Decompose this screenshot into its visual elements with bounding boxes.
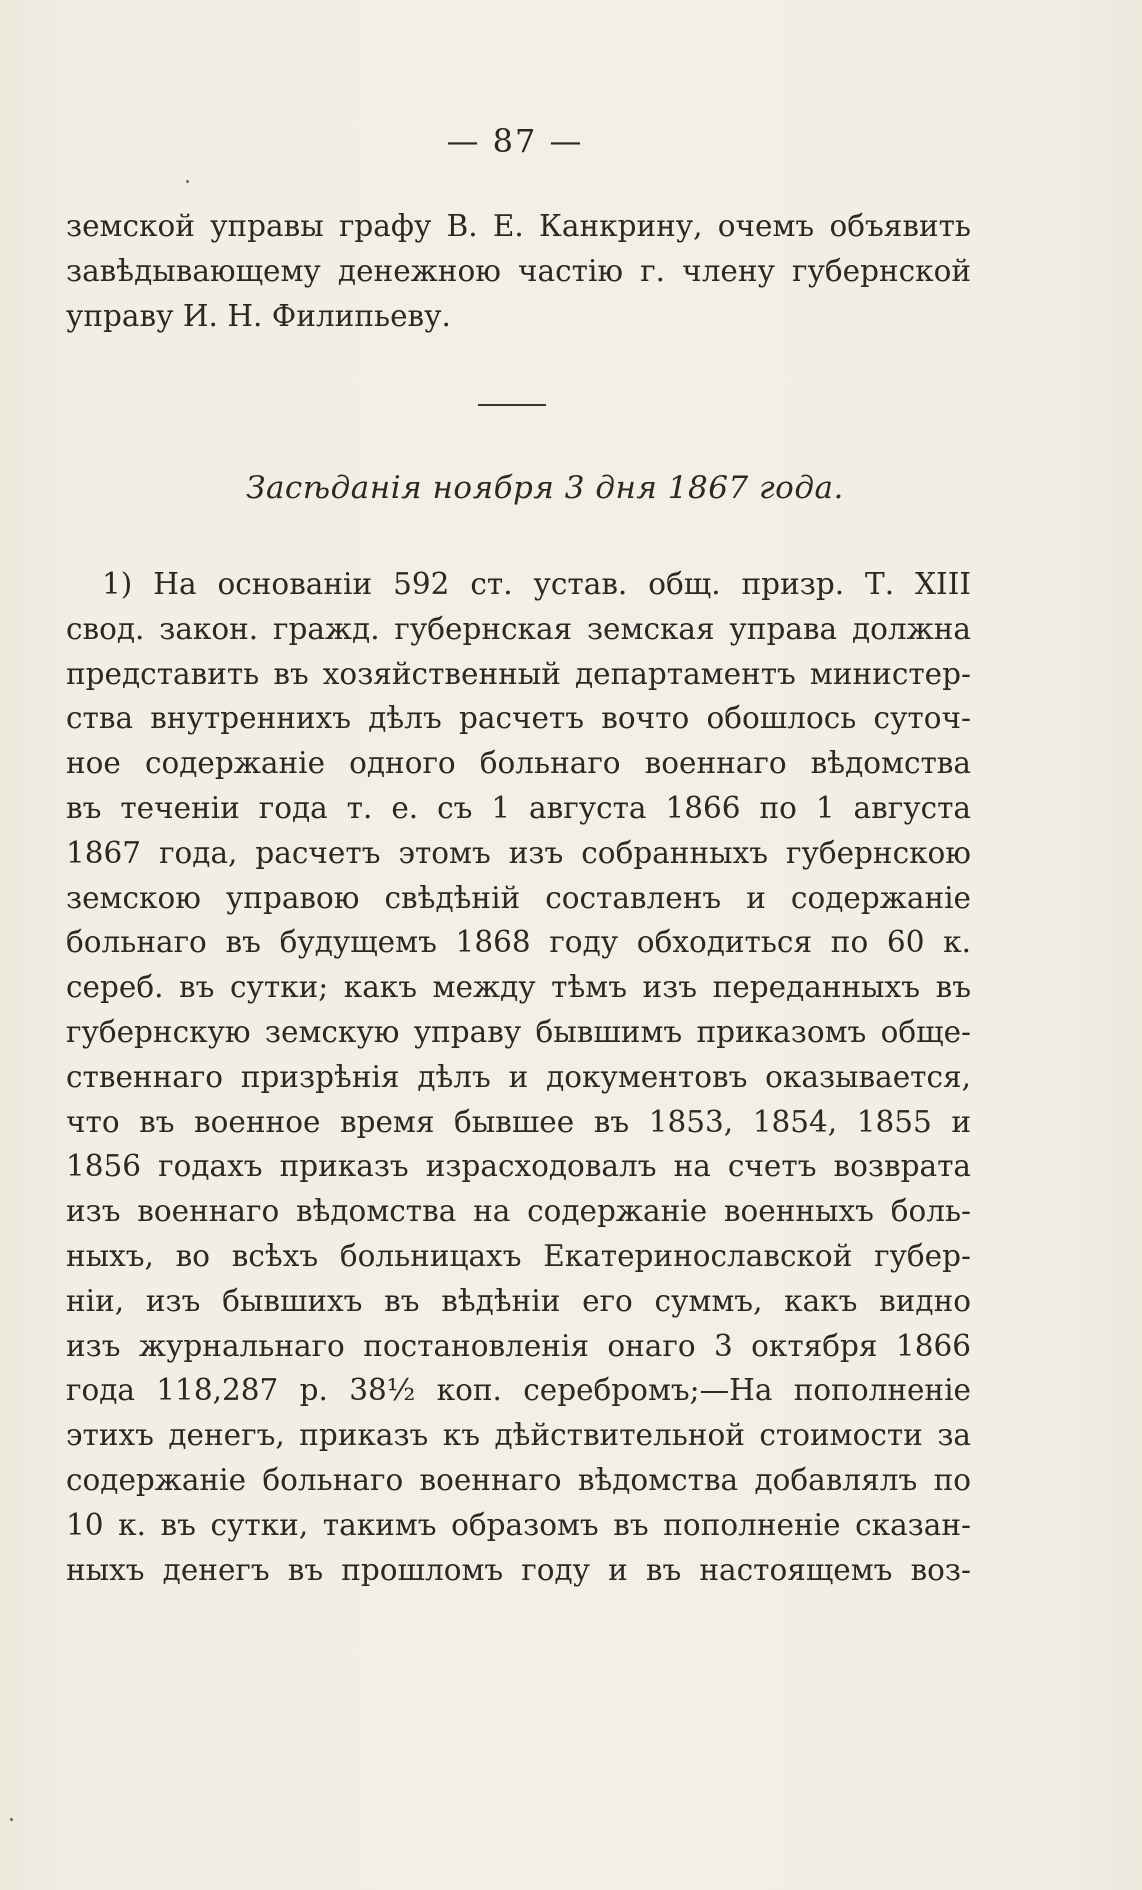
body-paragraph xyxy=(66,562,971,1592)
text-line: земскою управою свѣдѣній составленъ и содержаніе xyxy=(66,880,971,915)
text-line: года 118,287 р. 38½ коп. серебромъ;—На пополненіе xyxy=(66,1373,971,1408)
text-line: сереб. въ сутки; какъ между тѣмъ изъ переданныхъ въ xyxy=(66,970,971,1005)
text-line: ніи, изъ бывшихъ въ вѣдѣніи его суммъ, какъ видно xyxy=(66,1283,971,1318)
text-line: 10 к. въ сутки, такимъ образомъ въ пополненіе сказан- xyxy=(66,1507,971,1542)
text-line: содержаніе больнаго военнаго вѣдомства добавлялъ по xyxy=(66,1462,971,1497)
paper-speck xyxy=(186,180,189,183)
text-line: земской управы графу В. Е. Канкрину, очемъ объявить xyxy=(66,209,971,243)
text-line: въ теченіи года т. е. съ 1 августа 1866 по 1 августа xyxy=(66,790,971,825)
text-line: губернскую земскую управу бывшимъ приказомъ обще- xyxy=(66,1014,971,1049)
text-line: свод. закон. гражд. губернская земская управа должна xyxy=(66,611,971,646)
text-line: больнаго въ будущемъ 1868 году обходиться по 60 к. xyxy=(66,925,971,960)
text-line: ственнаго призрѣнія дѣлъ и документовъ оказывается, xyxy=(66,1059,971,1094)
text-line: ныхъ, во всѣхъ больницахъ Екатеринославской губер- xyxy=(66,1238,971,1273)
paper-speck xyxy=(10,1818,13,1821)
page-number: — 87 — xyxy=(446,122,584,160)
text-line: ное содержаніе одного больнаго военнаго вѣдомства xyxy=(66,746,971,781)
text-line: ства внутреннихъ дѣлъ расчетъ вочто обошлось суточ- xyxy=(66,701,971,736)
text-line: изъ военнаго вѣдомства на содержаніе военныхъ боль- xyxy=(66,1194,971,1229)
section-divider xyxy=(478,404,546,406)
text-line: представить въ хозяйственный департаментъ министер- xyxy=(66,656,971,691)
text-line: управу И. Н. Филипьеву. xyxy=(66,299,451,333)
text-line: завѣдывающему денежною частію г. члену губернской xyxy=(66,254,971,288)
text-line: 1867 года, расчетъ этомъ изъ собранныхъ губернскою xyxy=(66,835,971,870)
text-line: 1856 годахъ приказъ израсходовалъ на счетъ возврата xyxy=(66,1149,971,1184)
text-line: изъ журнальнаго постановленія онаго 3 октября 1866 xyxy=(66,1328,971,1363)
text-line: 1) На основаніи 592 ст. устав. общ. призр. Т. XIII xyxy=(102,567,971,601)
text-line: этихъ денегъ, приказъ къ дѣйствительной стоимости за xyxy=(66,1418,971,1453)
text-line: что въ военное время бывшее въ 1853, 1854, 1855 и xyxy=(66,1104,971,1139)
intro-paragraph xyxy=(66,204,971,339)
text-line: ныхъ денегъ въ прошломъ году и въ настоящемъ воз- xyxy=(66,1552,971,1587)
section-heading: Засѣданія ноября 3 дня 1867 года. xyxy=(246,470,844,506)
